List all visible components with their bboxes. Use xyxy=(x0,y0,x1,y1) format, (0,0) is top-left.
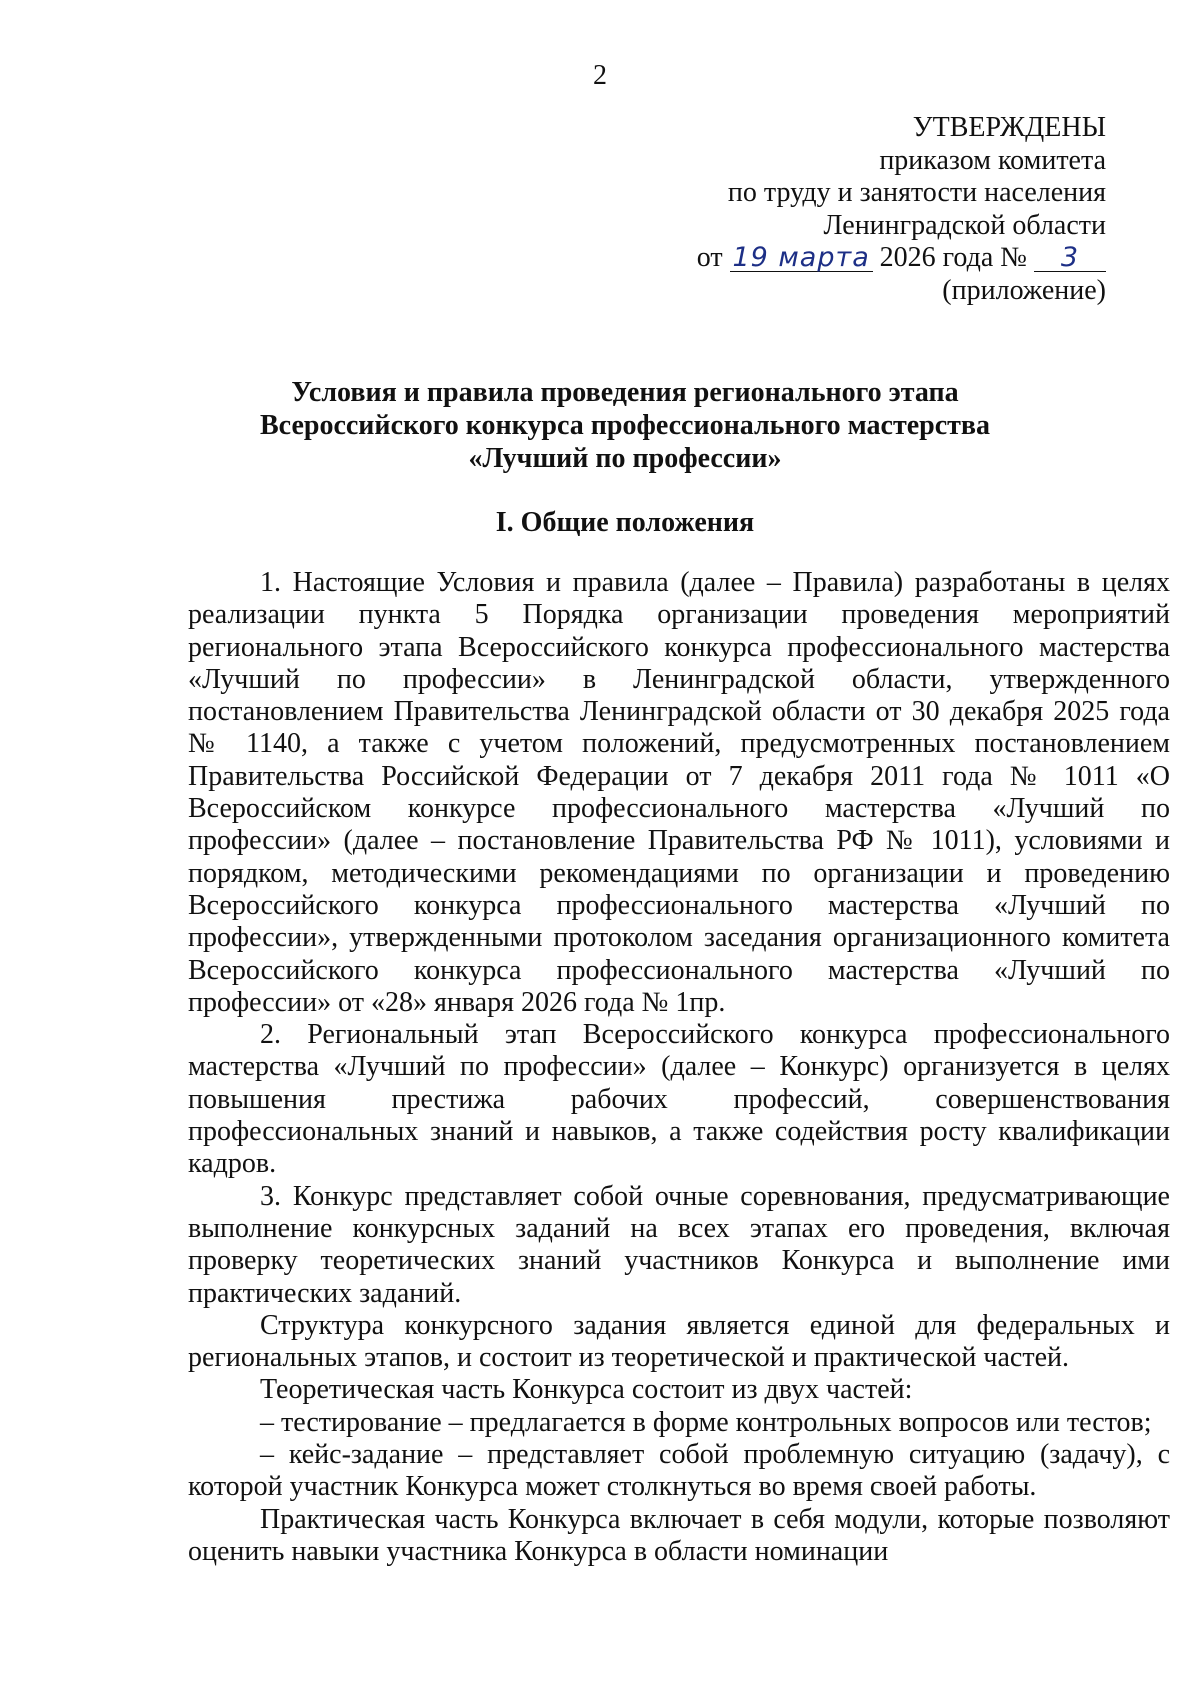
approval-order-line: приказом комитета xyxy=(879,144,1106,176)
paragraph-structure: Структура конкурсного задания является единой для федеральных и региональных этапов, и состоит из теоретической и практической частей. xyxy=(188,1309,1170,1374)
title-line-2: Всероссийского конкурса профессионального мастерства xyxy=(260,410,990,441)
title-line-3: «Лучший по профессии» xyxy=(468,443,782,474)
paragraph-1: 1. Настоящие Условия и правила (далее – Правила) разработаны в целях реализации пункта 5 Порядка организации проведения мероприятий регионального этапа Всероссийского конкурса профессионального мастерства «Лучший по профессии» в Ленинградской области, утвержденного постановлением Правительства Ленинградской области от 30 декабря 2025 года № 1140, а также с учетом положений, предусмотренных постановлением Правительства Российской Федерации от 7 декабря 2011 года № 1011 «О Всероссийском конкурсе профессионального мастерства «Лучший по профессии» (далее – постановление Правительства РФ № 1011), условиями и порядком, методическими рекомендациями по организации и проведению Всероссийского конкурса профессионального мастерства «Лучший по профессии», утвержденными протоколом заседания организационного комитета Всероссийского конкурса профессионального мастерства «Лучший по профессии» от «28» января 2026 года № 1пр. xyxy=(188,567,1170,1018)
approval-block xyxy=(697,112,1106,307)
title-line-1: Условия и правила проведения регионального этапа xyxy=(291,377,959,408)
number-blank xyxy=(1034,242,1106,273)
paragraph-testing-item: – тестирование – предлагается в форме контрольных вопросов или тестов; xyxy=(260,1406,1152,1438)
paragraph-3: 3. Конкурс представляет собой очные соревнования, предусматривающие выполнение конкурсных заданий на всех этапах его проведения, включая проверку теоретических знаний участников Конкурса и выполнение ими практических заданий. xyxy=(188,1180,1170,1309)
handwritten-date: 19 марта xyxy=(732,242,870,273)
approval-region-line: Ленинградской области xyxy=(823,209,1106,241)
page-number: 2 xyxy=(593,60,607,91)
approval-heading: УТВЕРЖДЕНЫ xyxy=(912,112,1106,143)
date-blank xyxy=(730,242,873,273)
approval-committee-line: по труду и занятости населения xyxy=(727,177,1106,208)
handwritten-number: 3 xyxy=(1060,242,1080,273)
approval-appendix-line: (приложение) xyxy=(942,274,1106,306)
paragraph-theory-intro: Теоретическая часть Конкурса состоит из двух частей: xyxy=(260,1374,913,1406)
paragraph-2: 2. Региональный этап Всероссийского конкурса профессионального мастерства «Лучший по профессии» (далее – Конкурс) организуется в целях повышения престижа рабочих профессий, совершенствования профессиональных знаний и навыков, а также содействия росту квалификации кадров. xyxy=(188,1019,1170,1180)
document-title xyxy=(0,376,1200,475)
date-suffix: 2026 года № xyxy=(879,242,1027,273)
paragraph-practice: Практическая часть Конкурса включает в себя модули, которые позволяют оценить навыки участника Конкурса в области номинации xyxy=(188,1503,1170,1567)
paragraph-case-item: – кейс-задание – представляет собой проблемную ситуацию (задачу), с которой участник Конкурса может столкнуться во время своей работы. xyxy=(188,1439,1170,1503)
approval-date-line xyxy=(697,242,1106,275)
document-body xyxy=(188,567,1170,1568)
date-prefix: от xyxy=(696,242,723,273)
section-heading: I. Общие положения xyxy=(495,507,755,538)
